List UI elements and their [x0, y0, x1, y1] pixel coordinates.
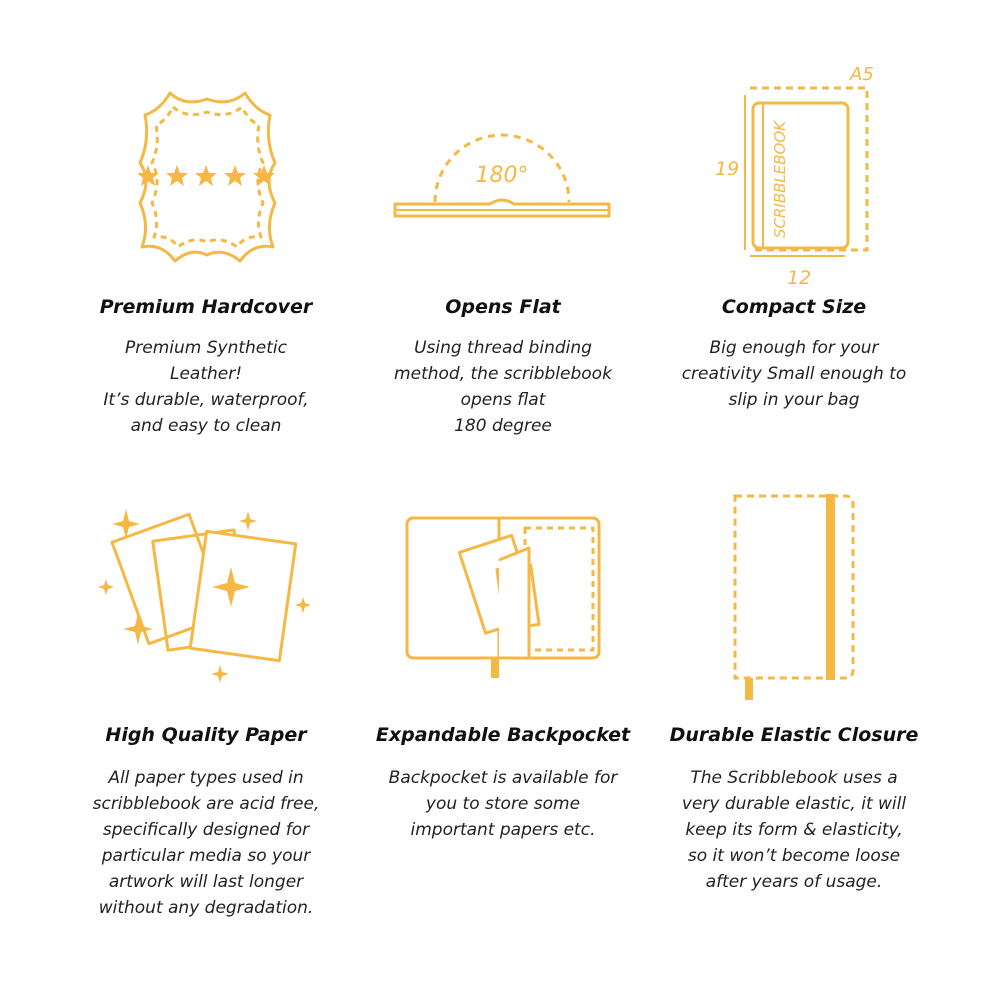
desc-line: so it won’t become loose: [687, 846, 901, 866]
desc-line: you to store some: [425, 794, 581, 814]
a5-label: A5: [850, 64, 874, 85]
desc-line: Leather!: [169, 364, 243, 384]
feature-desc-opens-flat: [343, 335, 663, 439]
width-label: 12: [787, 267, 812, 289]
opens-flat-icon: [385, 120, 620, 230]
desc-line: It’s durable, waterproof,: [103, 390, 309, 410]
height-label: 19: [715, 158, 740, 180]
desc-line: Big enough for your: [709, 338, 879, 358]
desc-line: particular media so your: [101, 846, 311, 866]
desc-line: Using thread binding: [414, 338, 592, 358]
desc-line: Premium Synthetic: [125, 338, 287, 358]
angle-label: 180°: [475, 163, 529, 188]
feature-desc-premium-hardcover: [46, 335, 366, 439]
feature-title-elastic-closure: Durable Elastic Closure: [669, 724, 919, 746]
desc-line: without any degradation.: [98, 898, 314, 918]
desc-line: The Scribblebook uses a: [690, 768, 898, 788]
desc-line: important papers etc.: [410, 820, 596, 840]
desc-line: slip in your bag: [728, 390, 860, 410]
elastic-closure-icon: [725, 488, 860, 708]
backpocket-icon: [403, 512, 608, 682]
feature-desc-elastic-closure: [634, 765, 954, 895]
desc-line: Backpocket is available for: [388, 768, 618, 788]
feature-title-expandable-backpocket: Expandable Backpocket: [375, 724, 631, 746]
paper-sheets-icon: [98, 505, 318, 690]
feature-title-compact-size: Compact Size: [721, 296, 867, 318]
feature-title-opens-flat: Opens Flat: [445, 296, 561, 318]
desc-line: method, the scribblebook: [394, 364, 612, 384]
leather-hide-icon: [125, 85, 290, 270]
desc-line: artwork will last longer: [108, 872, 304, 892]
feature-title-premium-hardcover: Premium Hardcover: [99, 296, 313, 318]
compact-size-icon: [705, 60, 885, 295]
desc-line: after years of usage.: [705, 872, 883, 892]
desc-line: keep its form & elasticity,: [685, 820, 903, 840]
desc-line: 180 degree: [454, 416, 552, 436]
desc-line: scribblebook are acid free,: [92, 794, 320, 814]
feature-desc-high-quality-paper: [46, 765, 366, 921]
feature-desc-expandable-backpocket: [343, 765, 663, 843]
desc-line: and easy to clean: [130, 416, 282, 436]
feature-title-high-quality-paper: High Quality Paper: [105, 724, 307, 746]
feature-desc-compact-size: [634, 335, 954, 413]
desc-line: All paper types used in: [108, 768, 304, 788]
desc-line: specifically designed for: [102, 820, 310, 840]
spine-label: SCRIBBLEBOOK: [771, 121, 789, 238]
desc-line: opens flat: [460, 390, 546, 410]
desc-line: very durable elastic, it will: [681, 794, 907, 814]
desc-line: creativity Small enough to: [681, 364, 907, 384]
